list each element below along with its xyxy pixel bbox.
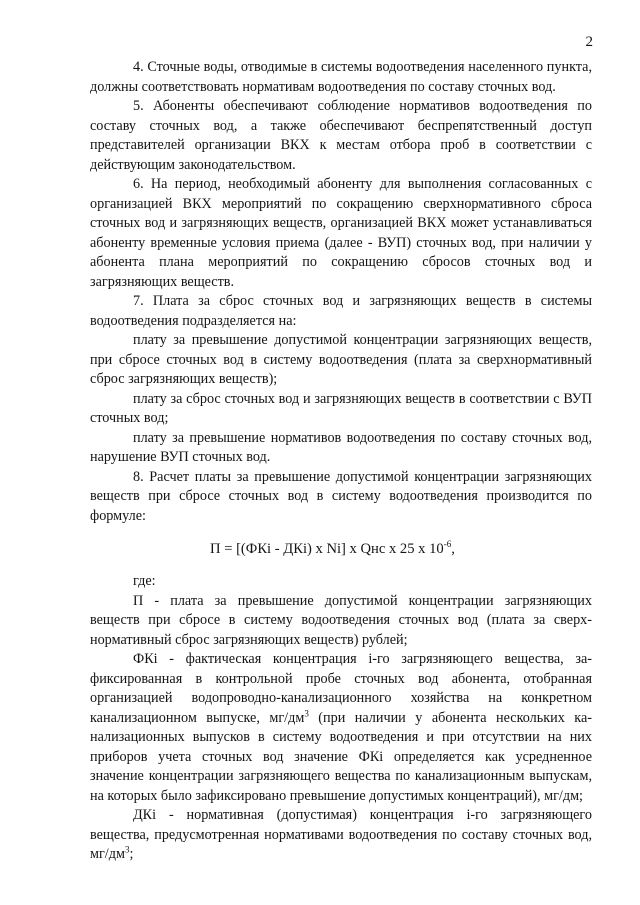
definition-dki-superscript: 3 [124, 844, 130, 855]
where-label: где: [133, 573, 156, 589]
paragraph-8: 8. Расчет платы за превышение допустимой концентрации загрязняющих веществ при сбросе сточных вод в систему водоотведения производится по формуле: [90, 468, 592, 524]
definition-dki-text: ДКi - нормативная (допустимая) концентрация i-го загрязняющего вещества, предусмотренная нормативами водоотведения по составу сточных вод, мг/дм [90, 807, 592, 862]
definition-fki-text: ФКi - фактическая концентрация i-го загрязняющего вещества, зафиксированная в контрольной пробе сточных вод абонента, отобранная организацией водопроводно-канализационного хозяйства на конкретном канализационном выпуске, мг/дм [90, 651, 592, 726]
definition-fki-text-cont: (при наличии у абонента нескольких канализационных выпусков в систему водоотведения и при отсутствии на них приборов учета сточных вод значение ФКi определяется как усредненное значение концентрации загрязняющего вещества по канализационным выпускам, на которых было зафиксировано превышение допустимых концентраций), мг/дм; [90, 709, 592, 804]
formula-exponent: -6 [443, 539, 452, 550]
formula-tail: , [451, 541, 455, 557]
definition-fki [90, 650, 592, 806]
definition-fki-superscript: 3 [304, 707, 309, 718]
paragraph-6: 6. На период, необходимый абоненту для выполнения согласованных с организацией ВКХ мероприятий по сокращению сверхнормативного сброса сточных вод и загрязняющих веществ, организацией ВКХ может устанавливаться абоненту временные условия приема (далее - ВУП) сточных вод, при наличии у абонента плана мероприятий по сокращению сбросов сточных вод и загрязняющих веществ. [90, 176, 592, 290]
definition-dki-text-cont: ; [129, 846, 134, 862]
page-number: 2 [585, 34, 593, 50]
definition-p: П - плата за превышение допустимой концентрации загрязняющих веществ при сбросе в систему водоотведения сточных вод (плата за сверхнормативный сброс загрязняющих веществ) рублей; [90, 592, 592, 648]
document-body [90, 58, 592, 865]
paragraph-7-item-1: плату за превышение допустимой концентрации загрязняющих веществ, при сбросе сточных вод в систему водоотведения (плата за сверхнормативный сброс загрязняющих веществ); [90, 332, 592, 387]
payment-formula [90, 539, 592, 559]
formula-main: П = [(ФКi - ДКi) x Ni] x Qнс x 25 x 10 [210, 541, 444, 557]
paragraph-7-item-3: плату за превышение нормативов водоотведения по составу сточных вод, нарушение ВУП сточных вод. [90, 429, 592, 465]
paragraph-7: 7. Плата за сброс сточных вод и загрязняющих веществ в системы водоотведения подразделяется на: [90, 293, 592, 329]
definition-dki [90, 806, 592, 865]
paragraph-7-item-2: плату за сброс сточных вод и загрязняющих веществ в соответствии с ВУП сточных вод; [90, 390, 592, 426]
paragraph-4: 4. Сточные воды, отводимые в системы водоотведения населенного пункта, должны соответствовать нормативам водоотведения по составу сточных вод. [90, 59, 592, 95]
paragraph-5: 5. Абоненты обеспечивают соблюдение нормативов водоотведения по составу сточных вод, а также обеспечивают беспрепятственный доступ представителей организации ВКХ к местам отбора проб в соответствии с действующим законодательством. [90, 98, 592, 173]
